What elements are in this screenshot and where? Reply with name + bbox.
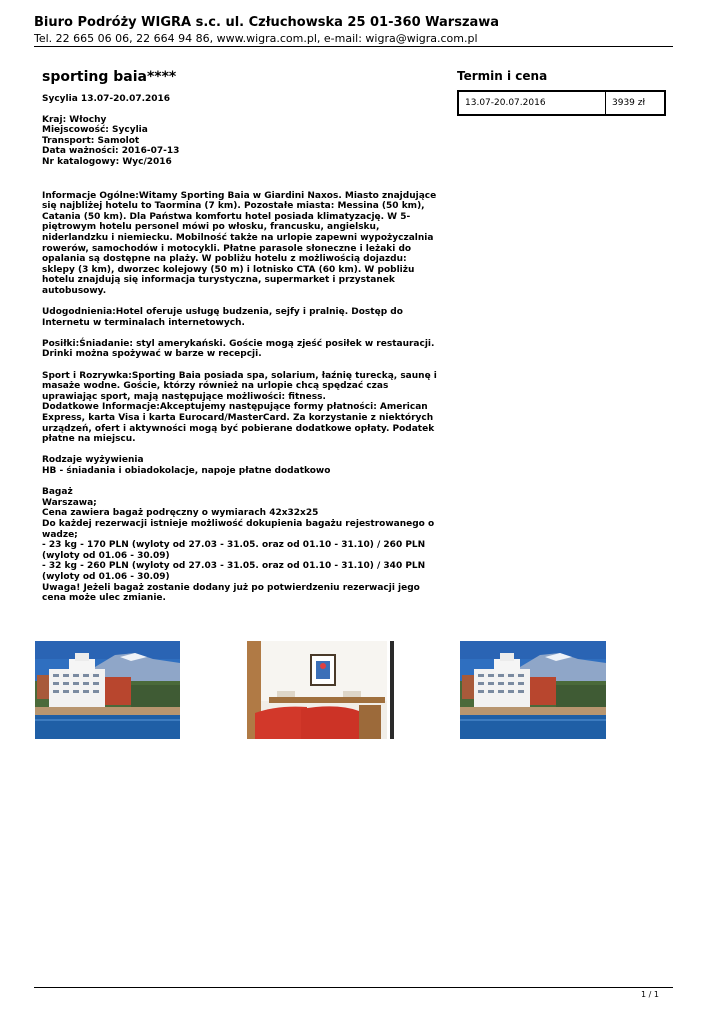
detail-location: Miejscowość: Sycylia xyxy=(42,125,148,136)
baggage-line: Do każdej rezerwacji istnieje możliwość dokupienia bagażu rejestrowanego o wadze; xyxy=(42,518,435,540)
pricing-table xyxy=(457,90,666,116)
baggage-line: Warszawa; xyxy=(42,497,97,508)
detail-transport: Transport: Samolot xyxy=(42,135,140,146)
offer-details xyxy=(42,115,442,168)
hotel-exterior-photo xyxy=(35,641,180,739)
baggage-line: Cena zawiera bagaż podręczny o wymiarach 42x32x25 xyxy=(42,508,319,519)
table-row xyxy=(458,91,665,115)
term-price: 3939 zł xyxy=(606,91,666,115)
detail-catalog-number: Nr katalogowy: Wyc/2016 xyxy=(42,156,172,167)
board-value: HB - śniadania i obiadokolacje, napoje płatne dodatkowo xyxy=(42,466,331,476)
meals-info: Posiłki:Śniadanie: styl amerykański. Goście mogą zjeść posiłek w restauracji. Drinki można spożywać w barze w recepcji. xyxy=(42,338,435,360)
offer-subtitle: Sycylia 13.07-20.07.2016 xyxy=(42,94,171,104)
baggage-line: Uwaga! Jeżeli bagaż zostanie dodany już po potwierdzeniu rezerwacji jego cena może ulec zmianie. xyxy=(42,582,420,604)
pricing-panel xyxy=(457,68,667,116)
company-name: Biuro Podróży WIGRA s.c. ul. Człuchowska 25 01-360 Warszawa xyxy=(34,15,500,30)
hotel-exterior-photo-2 xyxy=(460,641,606,739)
footer-divider xyxy=(34,987,673,988)
board-heading: Rodzaje wyżywienia xyxy=(42,455,144,466)
baggage-info xyxy=(42,487,442,604)
additional-info: Dodatkowe Informacje:Akceptujemy następujące formy płatności: American Express, karta Visa i karta Eurocard/MasterCard. Za korzystanie z niektórych urządzeń, ofert i aktywności mogą być pobierane dodatkowe opłaty. Podatek płatne na miejscu. xyxy=(42,402,435,445)
offer-description xyxy=(42,68,442,604)
header-divider xyxy=(34,46,673,47)
offer-title: sporting baia**** xyxy=(42,69,177,85)
pricing-heading: Termin i cena xyxy=(457,69,548,83)
general-info: Informacje Ogólne:Witamy Sporting Baia w Giardini Naxos. Miasto znajdujące się najbliżej hotelu to Taormina (7 km). Pozostałe miasta: Messina (50 km), Catania (50 km). Dla Państwa komfortu hotel posiada klimatyzację. W 5-piętrowym hotelu personel mówi po włosku, francusku, angielsku, niderlandzku i niemiecku. Mobilność także na urlopie zapewni wypożyczalnia rowerów, samochodów i motocykli. Płatne parasole słoneczne i leżaki do opalania są dostępne na plaży. W pobliżu hotelu z możliwością dojazdu: sklepy (3 km), dworzec kolejowy (50 m) i lotnisko CTA (60 km). W pobliżu hotelu znajdują się informacja turystyczna, supermarket i przystanek autobusowy. xyxy=(42,190,437,296)
sport-info: Sport i Rozrywka:Sporting Baia posiada spa, solarium, łaźnię turecką, saunę i masaże wodne. Goście, którzy również na urlopie chcą spędzać czas uprawiając sport, mają następujące możliwości: fitness. xyxy=(42,370,437,402)
baggage-line: - 23 kg - 170 PLN (wyloty od 27.03 - 31.05. oraz od 01.10 - 31.10) / 260 PLN (wyloty od 01.06 - 30.09) xyxy=(42,540,426,561)
company-contact: Tel. 22 665 06 06, 22 664 94 86, www.wigra.com.pl, e-mail: wigra@wigra.com.pl xyxy=(34,32,478,45)
document-header xyxy=(34,14,674,46)
detail-validity: Data ważności: 2016-07-13 xyxy=(42,146,180,157)
baggage-heading: Bagaż xyxy=(42,487,73,498)
page-number: 1 / 1 xyxy=(641,990,659,999)
amenities-info: Udogodnienia:Hotel oferuje usługę budzenia, sejfy i pralnię. Dostęp do Internetu w terminalach internetowych. xyxy=(42,307,403,328)
baggage-line: - 32 kg - 260 PLN (wyloty od 27.03 - 31.05. oraz od 01.10 - 31.10) / 340 PLN (wyloty od 01.06 - 30.09) xyxy=(42,561,426,582)
term-dates: 13.07-20.07.2016 xyxy=(458,91,606,115)
detail-country: Kraj: Włochy xyxy=(42,114,107,125)
hotel-room-photo xyxy=(247,641,394,739)
